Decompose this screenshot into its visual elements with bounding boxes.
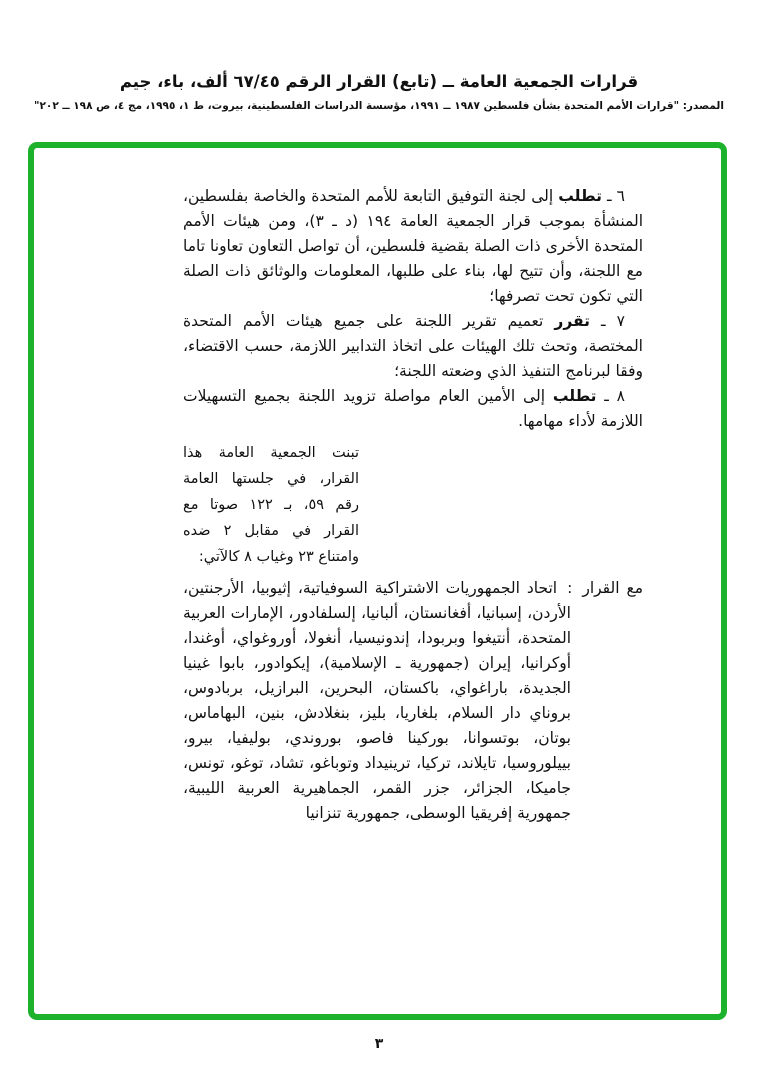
page-title: قرارات الجمعية العامة ــ (تابع) القرار الرقم ٦٧/٤٥ ألف، باء، جيم (119, 72, 639, 91)
paragraph-operative-6 (183, 184, 643, 309)
document-content (183, 184, 643, 826)
paragraph-number: ٨ ـ (596, 387, 625, 405)
lead-word: تقرر (554, 312, 590, 330)
paragraph-operative-7 (183, 309, 643, 384)
paragraph-operative-8 (183, 384, 643, 434)
paragraph-text: إلى لجنة التوفيق التابعة للأمم المتحدة والخاصة بفلسطين، المنشأة بموجب قرار الجمعية العامة ١٩٤ (د ـ ٣)، ومن هيئات الأمم المتحدة الأخرى ذات الصلة بقضية فلسطين، أن تواصل التعاون تعاونا تاما مع اللجنة، وأن تتيح لها، بناء على طلبها، المعلومات والوثائق ذات الصلة التي تكون تحت تصرفها؛ (183, 187, 643, 305)
source-line: المصدر: "قرارات الأمم المتحدة بشأن فلسطين ١٩٨٧ ــ ١٩٩١، مؤسسة الدراسات الفلسطينية، بيروت، ط ١، ١٩٩٥، مج ٤، ص ١٩٨ ــ ٢٠٢" (34, 100, 724, 112)
page-number: ٣ (374, 1036, 384, 1052)
adoption-note: تبنت الجمعية العامة هذا القرار، في جلستها العامة رقم ٥٩، بـ ١٢٢ صوتا مع القرار في مقابل ٢ ضده وامتناع ٢٣ وغياب ٨ كالآتي: (183, 445, 359, 565)
lead-word: تطلب (552, 387, 597, 405)
vote-countries: اتحاد الجمهوريات الاشتراكية السوفياتية، إثيوبيا، الأرجنتين، الأردن، إسبانيا، أفغانستان، ألبانيا، إلسلفادور، الإمارات العربية المتحدة، أنتيغوا وبربودا، إندونيسيا، أنغولا، أوروغواي، أوغندا، أوكرانيا، إيران (جمهورية ـ الإسلامية)، إيكوادور، بابوا غينيا الجديدة، باراغواي، باكستان، البحرين، البرازيل، بربادوس، بروناي دار السلام، بلغاريا، بليز، بنغلادش، بنين، البهاماس، بوتان، بوتسوانا، بوركينا فاصو، بوروندي، بوليفيا، بيرو، بييلوروسيا، تايلاند، تركيا، ترينيداد وتوباغو، تشاد، توغو، تونس، جاميكا، الجزائر، جزر القمر، الجماهيرية العربية الليبية، جمهورية إفريقيا الوسطى، جمهورية تنزانيا (183, 579, 571, 822)
paragraph-text: إلى الأمين العام مواصلة تزويد اللجنة بجميع التسهيلات اللازمة لأداء مهامها. (183, 387, 643, 430)
paragraph-number: ٦ ـ (601, 187, 625, 205)
lead-word: تطلب (558, 187, 602, 205)
paragraph-number: ٧ ـ (589, 312, 625, 330)
vote-colon: : (567, 579, 573, 597)
document-border-frame (28, 142, 727, 1020)
vote-label: مع القرار (582, 579, 643, 597)
vote-record (183, 576, 643, 826)
paragraph-text: تعميم تقرير اللجنة على جميع هيئات الأمم المتحدة المختصة، وتحث تلك الهيئات على اتخاذ التدابير اللازمة، حسب الاقتضاء، وفقا لبرنامج التنفيذ الذي وضعته اللجنة؛ (183, 312, 643, 380)
